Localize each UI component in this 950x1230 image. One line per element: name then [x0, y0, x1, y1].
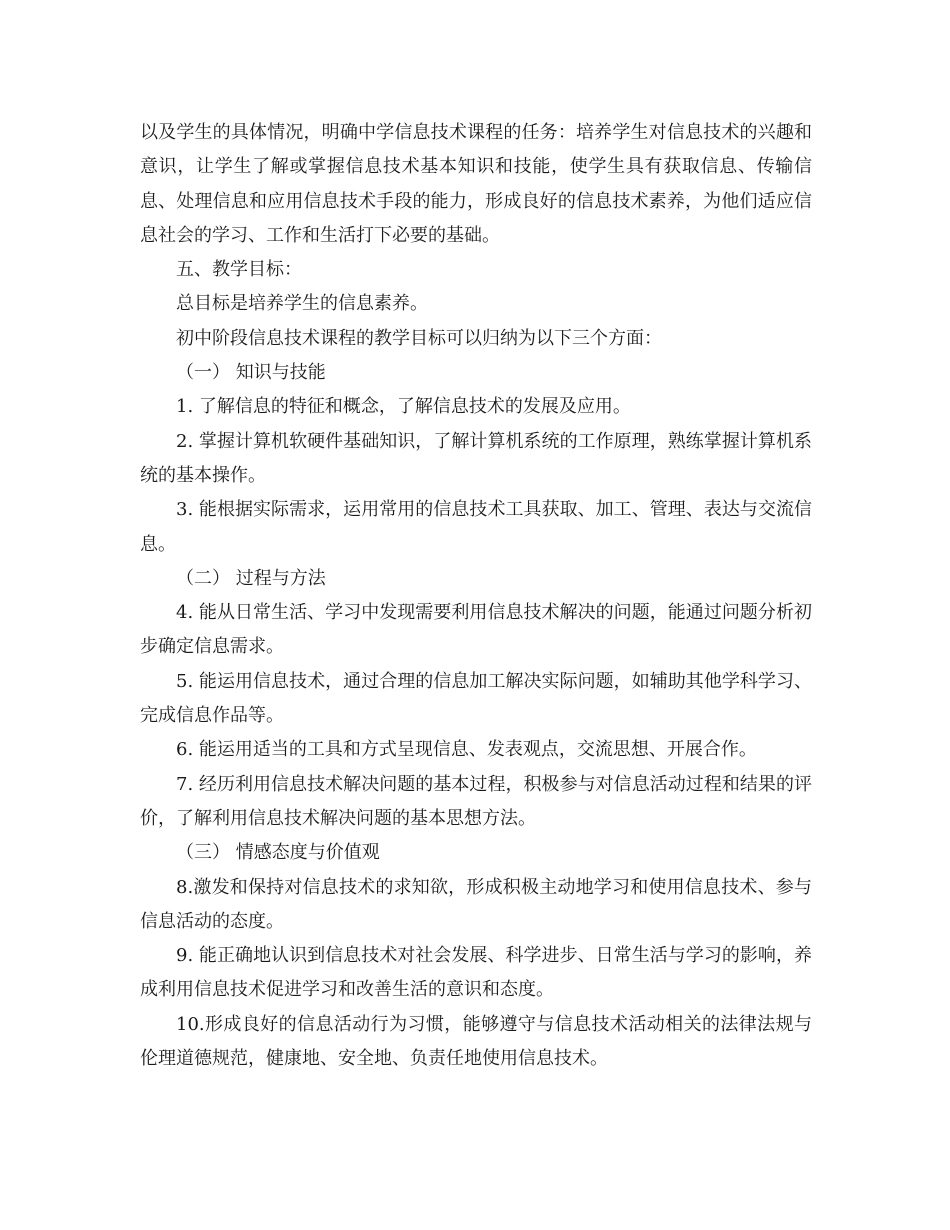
section-heading-teaching-goals: 五、教学目标：: [176, 259, 302, 281]
list-item-9: 9. 能正确地认识到信息技术对社会发展、科学进步、日常生活与学习的影响，养成利用信息技术促进学习和改善生活的意识和态度。: [140, 945, 812, 1001]
subheading-process-methods: （二） 过程与方法: [176, 567, 326, 589]
subheading-attitude-values: （三） 情感态度与价值观: [176, 842, 380, 864]
list-item-3: 3. 能根据实际需求，运用常用的信息技术工具获取、加工、管理、表达与交流信息。: [140, 499, 812, 555]
list-item-5: 5. 能运用信息技术，通过合理的信息加工解决实际问题，如辅助其他学科学习、完成信息作品等。: [140, 670, 812, 727]
paragraph-task-continued: 以及学生的具体情况，明确中学信息技术课程的任务：培养学生对信息技术的兴趣和意识，让学生了解或掌握信息技术基本知识和技能，使学生具有获取信息、传输信息、处理信息和应用信息技术手段的能力，形成良好的信息技术素养，为他们适应信息社会的学习、工作和生活打下必要的基础。: [140, 122, 812, 246]
list-item-10: 10.形成良好的信息活动行为习惯，能够遵守与信息技术活动相关的法律法规与伦理道德规范，健康地、安全地、负责任地使用信息技术。: [140, 1013, 812, 1070]
list-item-2: 2. 掌握计算机软硬件基础知识，了解计算机系统的工作原理，熟练掌握计算机系统的基本操作。: [140, 430, 812, 486]
list-item-6: 6. 能运用适当的工具和方式呈现信息、发表观点，交流思想、开展合作。: [176, 739, 757, 761]
paragraph-overall-goal: 总目标是培养学生的信息素养。: [176, 293, 428, 315]
subheading-knowledge-skills: （一） 知识与技能: [176, 362, 326, 384]
list-item-8: 8.激发和保持对信息技术的求知欲，形成积极主动地学习和使用信息技术、参与信息活动的态度。: [140, 876, 812, 932]
list-item-1: 1. 了解信息的特征和概念，了解信息技术的发展及应用。: [176, 396, 631, 418]
list-item-7: 7. 经历利用信息技术解决问题的基本过程，积极参与对信息活动过程和结果的评价，了解利用信息技术解决问题的基本思想方法。: [140, 773, 812, 829]
document-body: [140, 116, 812, 1076]
list-item-4: 4. 能从日常生活、学习中发现需要利用信息技术解决的问题，能通过问题分析初步确定信息需求。: [140, 602, 812, 658]
paragraph-goal-intro: 初中阶段信息技术课程的教学目标可以归纳为以下三个方面：: [176, 327, 662, 349]
